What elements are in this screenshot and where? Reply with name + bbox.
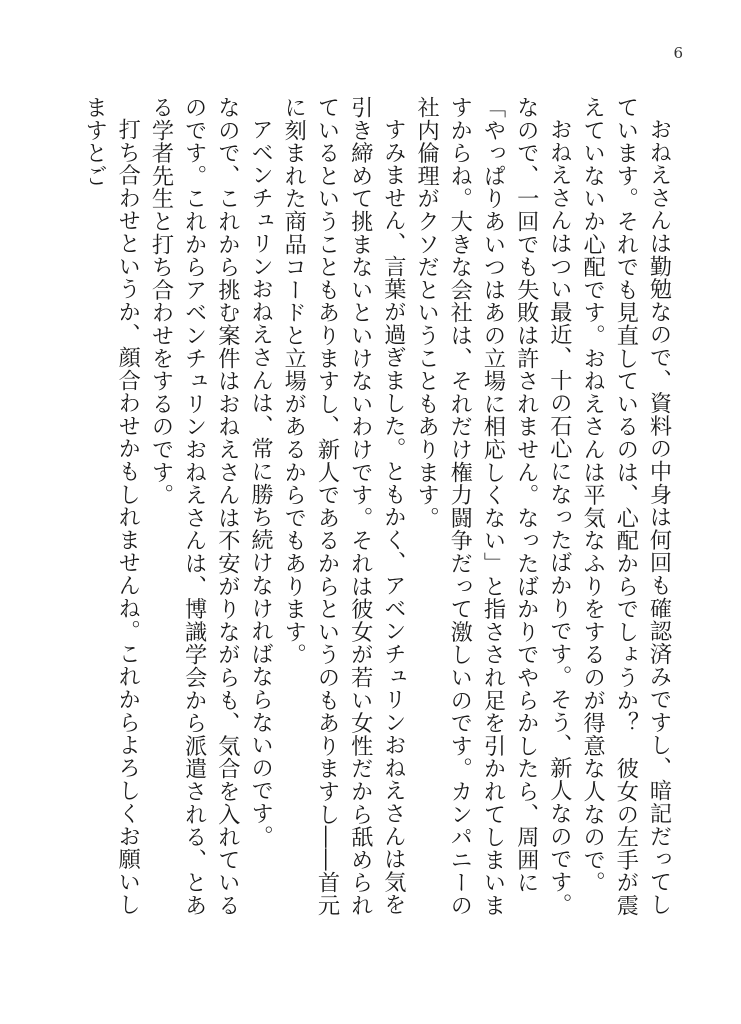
page-number: 6: [673, 44, 683, 62]
paragraph-2: おねえさんはつい最近、十の石心になったばかりです。そう、新人なのです。なので、一回でも失敗は許されません。なったばかりでやらかしたら、周囲に「やっぱりあいつはあの立場に相応しくない」と指さされ足を引かれてしまいますからね。大きな会社は、それだけ権力闘争だって激しいのです。カンパニーの社内倫理がクソだということもあります。: [413, 96, 573, 917]
paragraph-4: アベンチュリンおねえさんは、常に勝ち続けなければならないのです。: [247, 118, 274, 848]
vertical-text-body: [77, 96, 675, 936]
paragraph-3: すみません、言葉が過ぎました。ともかく、アベンチュリンおねえさんは気を引き締めて挑まないといけないわけです。それは彼女が若い女性だから舐められているということもありますし、新人であるからというのもありますし――首元に刻まれた商品コードと立場があるからでもあります。: [280, 96, 407, 917]
paragraph-1: おねえさんは勤勉なので、資料の中身は何回も確認済みですし、暗記だってしています。それでも見直しているのは、心配からでしょうか？ 彼女の左手が震えていないか心配です。おねえさんは平気なふりをするのが得意な人なので。: [579, 96, 672, 917]
paragraph-6: 打ち合わせというか、顔合わせかもしれませんね。これからよろしくお願いしますとご: [81, 96, 141, 917]
paragraph-5: なので、これから挑む案件はおねえさんは不安がりながらも、気合を入れているのです。これからアベンチュリンおねえさんは、博識学会から派遣される、とある学者先生と打ち合わせをするのです。: [147, 96, 241, 917]
